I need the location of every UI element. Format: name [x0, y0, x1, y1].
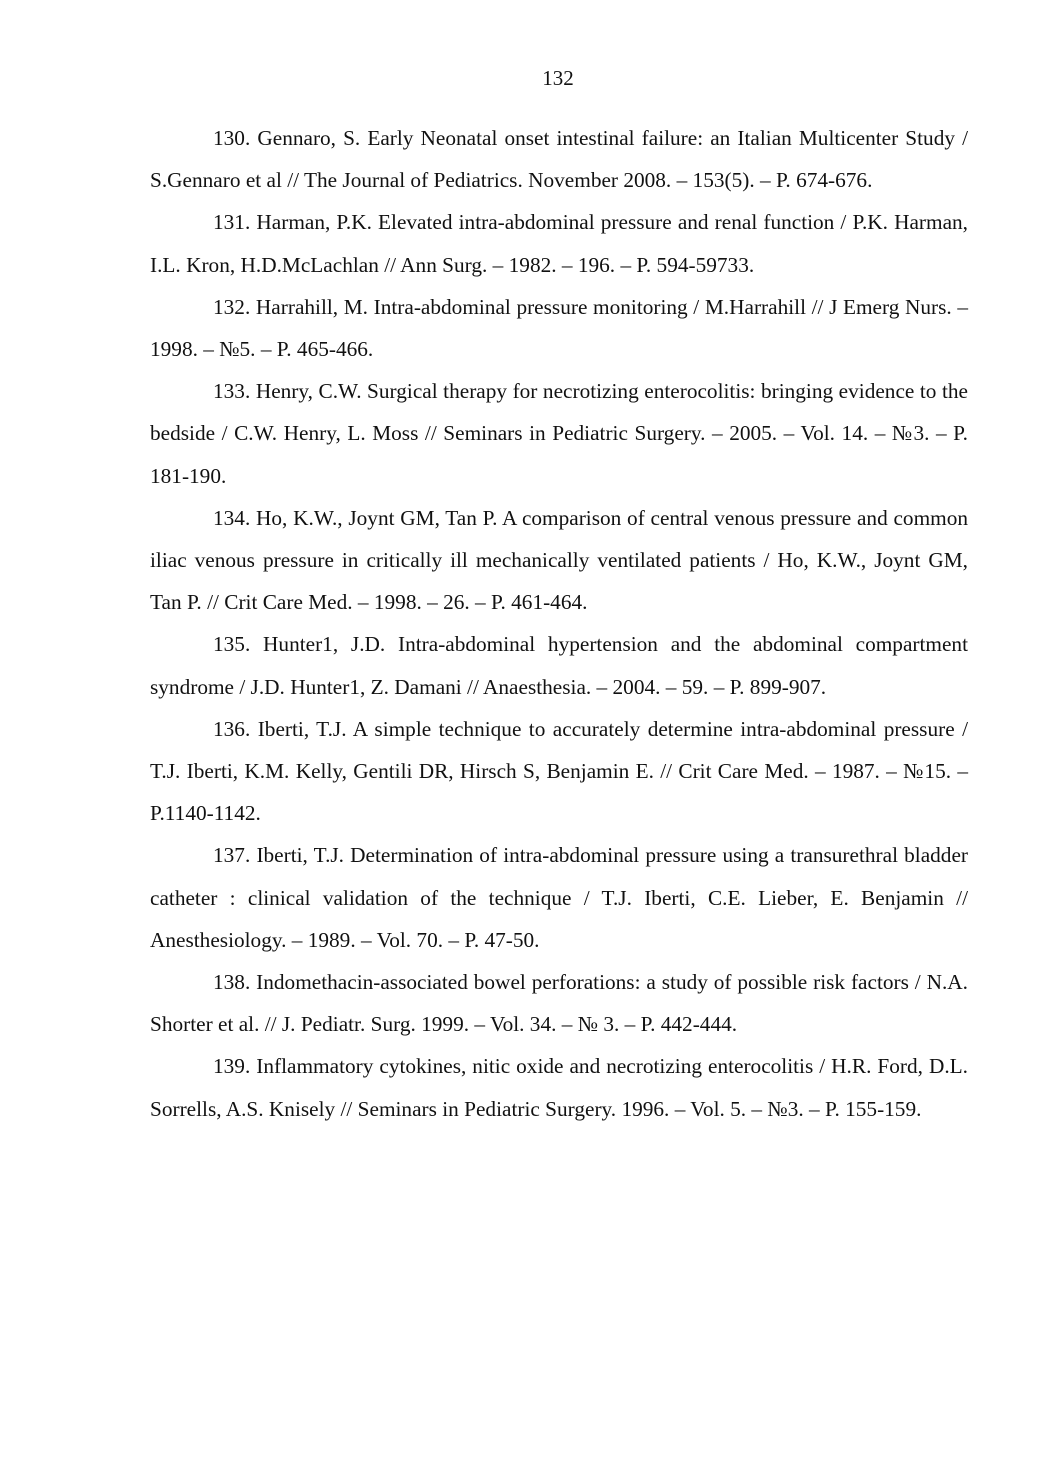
reference-item — [150, 117, 968, 201]
page-number: 132 — [542, 66, 574, 90]
reference-number: 138. — [213, 970, 251, 995]
reference-text: Gennaro, S. Early Neonatal onset intestinal failure: an Italian Multicenter Study / S.Gennaro et al // The Journal of Pediatrics. November 2008. – 153(5). – P. 674-676. — [150, 126, 968, 193]
reference-item — [150, 497, 968, 624]
reference-list — [150, 117, 968, 1130]
reference-text: Henry, C.W. Surgical therapy for necrotizing enterocolitis: bringing evidence to the bedside / C.W. Henry, L. Moss // Seminars in Pediatric Surgery. – 2005. – Vol. 14. – №3. – P. 181-190. — [150, 379, 969, 488]
reference-text: Hunter1, J.D. Intra-abdominal hypertension and the abdominal compartment syndrome / J.D. Hunter1, Z. Damani // Anaesthesia. – 2004. – 59. – P. 899-907. — [150, 632, 968, 699]
reference-text: Indomethacin-associated bowel perforations: a study of possible risk factors / N.A. Shorter et al. // J. Pediatr. Surg. 1999. – Vol. 34. – № 3. – P. 442-444. — [150, 970, 968, 1037]
reference-number: 137. — [213, 843, 251, 868]
reference-number: 130. — [213, 126, 251, 150]
reference-item — [150, 961, 968, 1045]
reference-text: Iberti, T.J. A simple technique to accurately determine intra-abdominal pressure / T.J. Iberti, K.M. Kelly, Gentili DR, Hirsch S, Benjamin E. // Crit Care Med. – 1987. – №15. – P.1140-1142. — [150, 716, 968, 826]
reference-number: 139. — [213, 1054, 251, 1079]
reference-text: Iberti, T.J. Determination of intra-abdominal pressure using a transurethral bladder catheter : clinical validation of the technique / T.J. Iberti, C.E. Lieber, E. Benjamin // Anesthesiology. – 1989. – Vol. 70. – P. 47-50. — [150, 843, 968, 952]
reference-item — [150, 201, 968, 285]
reference-item — [150, 370, 968, 497]
reference-number: 132. — [213, 294, 251, 319]
reference-item — [150, 708, 968, 835]
reference-item — [150, 1045, 968, 1129]
reference-number: 133. — [213, 379, 251, 404]
reference-number: 131. — [213, 210, 251, 235]
reference-text: Harman, P.K. Elevated intra-abdominal pressure and renal function / P.K. Harman, I.L. Kron, H.D.McLachlan // Ann Surg. – 1982. – 196. – P. 594-59733. — [150, 210, 968, 277]
reference-number: 134. — [213, 505, 251, 530]
reference-number: 135. — [213, 632, 251, 657]
reference-item — [150, 623, 968, 707]
reference-item — [150, 834, 968, 961]
reference-text: Harrahill, M. Intra-abdominal pressure monitoring / M.Harrahill // J Emerg Nurs. – 1998. – №5. – P. 465-466. — [150, 294, 969, 362]
reference-number: 136. — [213, 716, 251, 741]
reference-item — [150, 286, 968, 370]
reference-text: Inflammatory cytokines, nitic oxide and necrotizing enterocolitis / H.R. Ford, D.L. Sorrells, A.S. Knisely // Seminars in Pediatric Surgery. 1996. – Vol. 5. – №3. – P. 155-159. — [150, 1054, 968, 1121]
reference-text: Ho, K.W., Joynt GM, Tan P. A comparison of central venous pressure and common iliac venous pressure in critically ill mechanically ventilated patients / Ho, K.W., Joynt GM, Tan P. // Crit Care Med. – 1998. – 26. – P. 461-464. — [150, 505, 968, 615]
